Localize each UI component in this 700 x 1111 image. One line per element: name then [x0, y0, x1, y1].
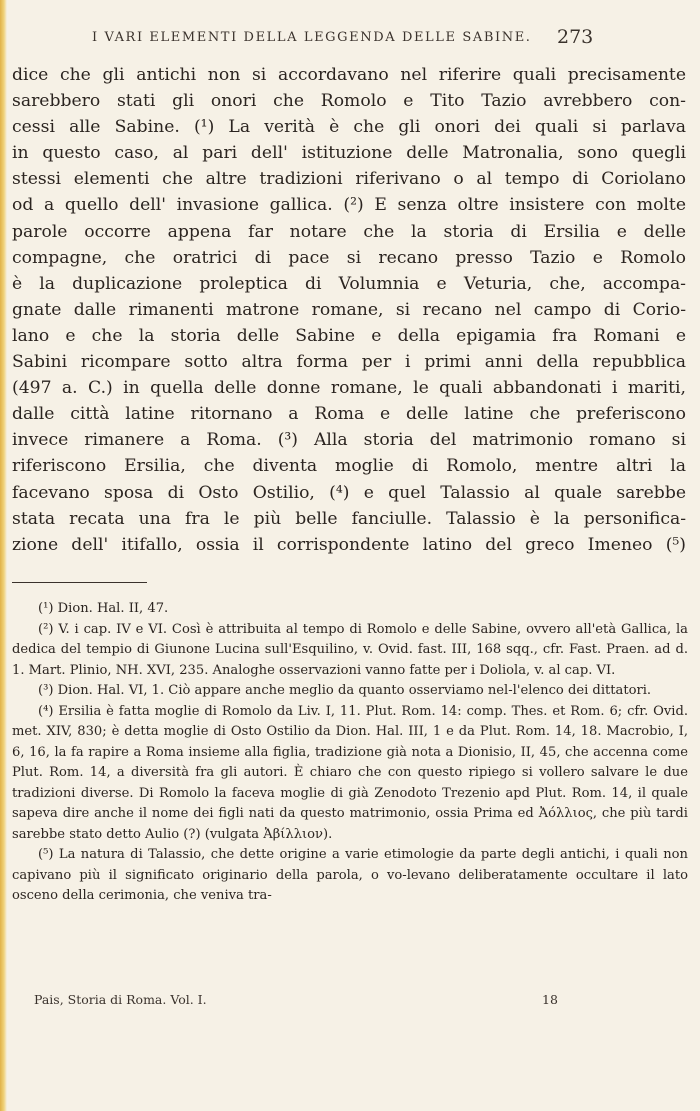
text-line: facevano sposa di Osto Ostilio, (⁴) e quel Talassio al quale sarebbe	[12, 482, 686, 503]
footnotes	[12, 599, 688, 907]
text-line: gnate dalle rimanenti matrone romane, si recano nel campo di Corio-	[12, 299, 686, 320]
footnote-2: (²) V. i cap. IV e VI. Così è attribuita al tempo di Romolo e delle Sabine, ovvero all'età Gallica, la dedica del tempio di Giunone Lucina sull'Esquilino, v. Ovid. fast. III, 168 sqq., cfr. Fast. Praen. ad d. 1. Mart. Plinio, NH. XVI, 235. Analoghe osservazioni vanno fatte per i Doliola, v. al cap. VI.	[12, 621, 688, 678]
text-line: stata recata una fra le più belle fanciulle. Talassio è la personifica-	[12, 508, 686, 529]
text-line: od a quello dell' invasione gallica. (²) E senza oltre insistere con molte	[12, 195, 686, 216]
signature-line: Pais, Storia di Roma. Vol. I.	[34, 992, 207, 1007]
running-header	[0, 26, 700, 52]
page-footer	[0, 992, 700, 1012]
text-line: lano e che la storia delle Sabine e della epigamia fra Romani e	[12, 325, 686, 346]
footnote-separator	[12, 582, 147, 583]
text-line: stessi elementi che altre tradizioni riferivano o al tempo di Coriolano	[12, 169, 686, 190]
page-number: 273	[557, 26, 594, 48]
text-line: riferiscono Ersilia, che diventa moglie di Romolo, mentre altri la	[12, 456, 686, 477]
text-line: dice che gli antichi non si accordavano nel riferire quali precisamente	[12, 65, 686, 85]
footnote-5: (⁵) La natura di Talassio, che dette origine a varie etimologie da parte degli antichi, i quali non capivano più il significato originario della parola, o vo-levano deliberatamente occultare il lato osceno della cerimonia, che veniva tra-	[12, 847, 688, 903]
footnote-3: (³) Dion. Hal. VI, 1. Ciò appare anche meglio da quanto osserviamo nel-l'elenco dei dittatori.	[38, 683, 652, 698]
text-line: in questo caso, al pari dell' istituzione delle Matronalia, sono quegli	[12, 143, 686, 164]
text-line: (497 a. C.) in quella delle donne romane, le quali abbandonati i mariti,	[12, 378, 686, 399]
main-text	[12, 62, 686, 558]
text-line: cessi alle Sabine. (¹) La verità è che gli onori dei quali si parlava	[12, 117, 686, 138]
sheet-number: 18	[542, 992, 558, 1007]
footnote-4: (⁴) Ersilia è fatta moglie di Romolo da Liv. I, 11. Plut. Rom. 14: comp. Thes. et Rom. 6; cfr. Ovid. met. XIV, 830; è detta moglie di Osto Ostilio da Dion. Hal. III, 1 e da Plut. Rom. 14, 18. Macrobio, I, 6, 16, la fa rapire a Roma insieme alla figlia, tradizione già nota a Dionisio, II, 45, che accenna come Plut. Rom. 14, a diversità fra gli autori. È chiaro che con questo ripiego si vollero salvare le due tradizioni diverse. Di Romolo la faceva moglie di già Zenodoto Trezenio apd Plut. Rom. 14, il quale sapeva dire anche il nome dei figli nati da questo matrimonio, ossia Prima ed Ἀόλλιος, che più tardi sarebbe stato detto Aulio (?) (vulgata Ἀβίλλιον).	[12, 703, 688, 842]
text-line: sarebbero stati gli onori che Romolo e Tito Tazio avrebbero con-	[12, 91, 686, 112]
text-line: invece rimanere a Roma. (³) Alla storia del matrimonio romano si	[12, 430, 686, 451]
text-line: Sabini ricompare sotto altra forma per i primi anni della repubblica	[12, 352, 686, 373]
text-line: zione dell' itifallo, ossia il corrispondente latino del greco Imeneo (⁵)	[12, 534, 686, 555]
text-line: compagne, che oratrici di pace si recano presso Tazio e Romolo	[12, 247, 686, 268]
page-edge	[0, 0, 7, 1111]
text-line: è la duplicazione proleptica di Volumnia e Veturia, che, accompa-	[12, 273, 686, 294]
footnote-1: (¹) Dion. Hal. II, 47.	[38, 601, 169, 616]
text-line: parole occorre appena far notare che la storia di Ersilia e delle	[12, 221, 686, 242]
running-title: I VARI ELEMENTI DELLA LEGGENDA DELLE SABINE.	[92, 30, 532, 45]
text-line: dalle città latine ritornano a Roma e delle latine che preferiscono	[12, 404, 686, 425]
